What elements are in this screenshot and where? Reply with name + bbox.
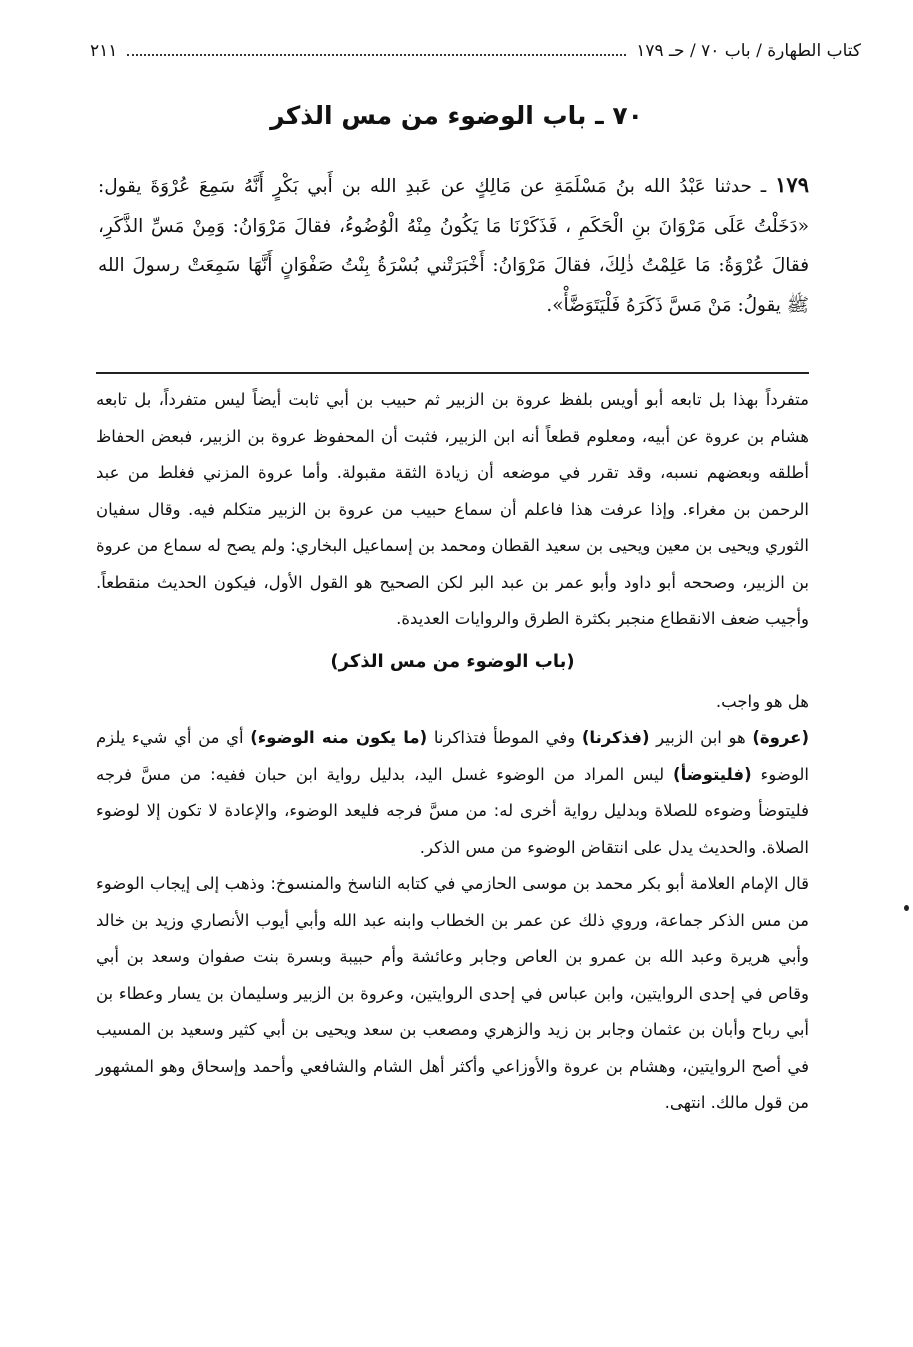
term-fadhakarna: (فذكرنا) bbox=[581, 728, 650, 747]
commentary-paragraph-2: هل هو واجب. bbox=[715, 691, 809, 711]
commentary-subheading: (باب الوضوء من مس الذكر) bbox=[330, 650, 575, 672]
running-header bbox=[90, 36, 861, 66]
running-header-title: كتاب الطهارة / باب ٧٠ / حـ ١٧٩ bbox=[636, 41, 861, 61]
margin-dot bbox=[904, 905, 909, 911]
leader-dots bbox=[127, 54, 626, 56]
gloss-falyatawadda: ليس المراد من الوضوء غسل اليد، بدليل رواية ابن حبان ففيه: من مسَّ فرجه فليتوضأ وضوءه للصلاة وبدليل رواية أخرى له: من مسَّ فرجه فليعد الوضوء، والإعادة لا تكون إلا لوضوء الصلاة. والحديث يدل على انتقاض الوضوء من مس الذكر. bbox=[96, 764, 809, 857]
hadith-text-block bbox=[98, 165, 809, 325]
gloss-ma-yakun: أي من أي شيء يلزم الوضوء bbox=[96, 728, 809, 784]
term-ma-yakun: (ما يكون منه الوضوء) bbox=[250, 728, 428, 747]
hadith-text: ـ حدثنا عَبْدُ الله بنُ مَسْلَمَةِ عن مَالِكٍ عن عَبدِ الله بن أَبي بَكْرٍ أَنَّهُ سَمِعَ عُرْوَةَ يقول: «دَخَلْتُ عَلَى مَرْوَانَ بنِ الْحَكَمِ ، فَذَكَرْنَا مَا يَكُونُ مِنْهُ الْوُضُوءُ، فقالَ مَرْوَانُ: وَمِنْ مَسِّ الذَّكَرِ، فقالَ عُرْوَةُ: مَا عَلِمْتُ ذٰلِكَ، فقالَ مَرْوَانُ: أَخْبَرَتْني بُسْرَةُ بِنْتُ صَفْوَانٍ أَنَّهَا سَمِعَتْ رسولَ الله ﷺ يقولُ: مَنْ مَسَّ ذَكَرَهُ فَلْيَتَوَضَّأْ». bbox=[98, 176, 809, 316]
chapter-title: ٧٠ ـ باب الوضوء من مس الذكر bbox=[270, 101, 643, 130]
gloss-fadhakarna: وفي الموطأ فتذاكرنا bbox=[433, 728, 576, 747]
footnote-divider bbox=[96, 372, 809, 374]
commentary-paragraph-1: متفرداً بهذا بل تابعه أبو أويس بلفظ عروة بن الزبير ثم حبيب بن أبي ثابت أيضاً ليس متفرداً، بل تابعه هشام بن عروة عن أبيه، ومعلوم قطعاً أنه ابن الزبير، فثبت أن المحفوظ عروة بن الزبير، فبعض الحفاظ أطلقه وبعضهم نسبه، وقد تقرر في موضعه أن زيادة الثقة مقبولة. وأما عروة المزني فغلط من عبد الرحمن بن مغراء. وإذا عرفت هذا فاعلم أن سماع حبيب من عروة بن الزبير متكلم فيه. وقال سفيان الثوري ويحيى بن معين ويحيى بن سعيد القطان ومحمد بن إسماعيل البخاري: ولم يصح له سماع من عروة بن الزبير، وصححه أبو داود وأبو عمر بن عبد البر لكن الصحيح هو القول الأول، فيكون الحديث منقطعاً. وأجيب ضعف الانقطاع منجبر بكثرة الطرق والروايات العديدة. bbox=[96, 390, 809, 628]
gloss-urwa: هو ابن الزبير bbox=[656, 728, 746, 747]
commentary-paragraph-3 bbox=[96, 720, 809, 866]
hadith-number: ١٧٩ bbox=[775, 172, 809, 197]
commentary-block bbox=[96, 382, 809, 1122]
page-number: ٢١١ bbox=[90, 41, 118, 61]
term-urwa: (عروة) bbox=[752, 728, 809, 747]
commentary-paragraph-4: قال الإمام العلامة أبو بكر محمد بن موسى الحازمي في كتابه الناسخ والمنسوخ: وذهب إلى إيجاب الوضوء من مس الذكر جماعة، وروي ذلك عن عمر بن الخطاب وابنه عبد الله وأبي أيوب الأنصاري وزيد بن خالد وأبي هريرة وعبد الله بن عمرو بن العاص وجابر وعائشة وأم حبيبة وبسرة بنت صفوان وسعد بن أبي وقاص في إحدى الروايتين، وابن عباس في إحدى الروايتين، وعروة بن الزبير وسليمان بن يسار وعطاء بن أبي رباح وأبان بن عثمان وجابر بن زيد والزهري ومصعب بن سعد ويحيى بن أبي كثير وسعيد بن المسيب في أصح الروايتين، وهشام بن عروة والأوزاعي وأكثر أهل الشام والشافعي وأحمد وإسحاق وهو المشهور من قول مالك. انتهى. bbox=[96, 874, 809, 1112]
term-falyatawadda: (فليتوضأ) bbox=[673, 764, 752, 784]
